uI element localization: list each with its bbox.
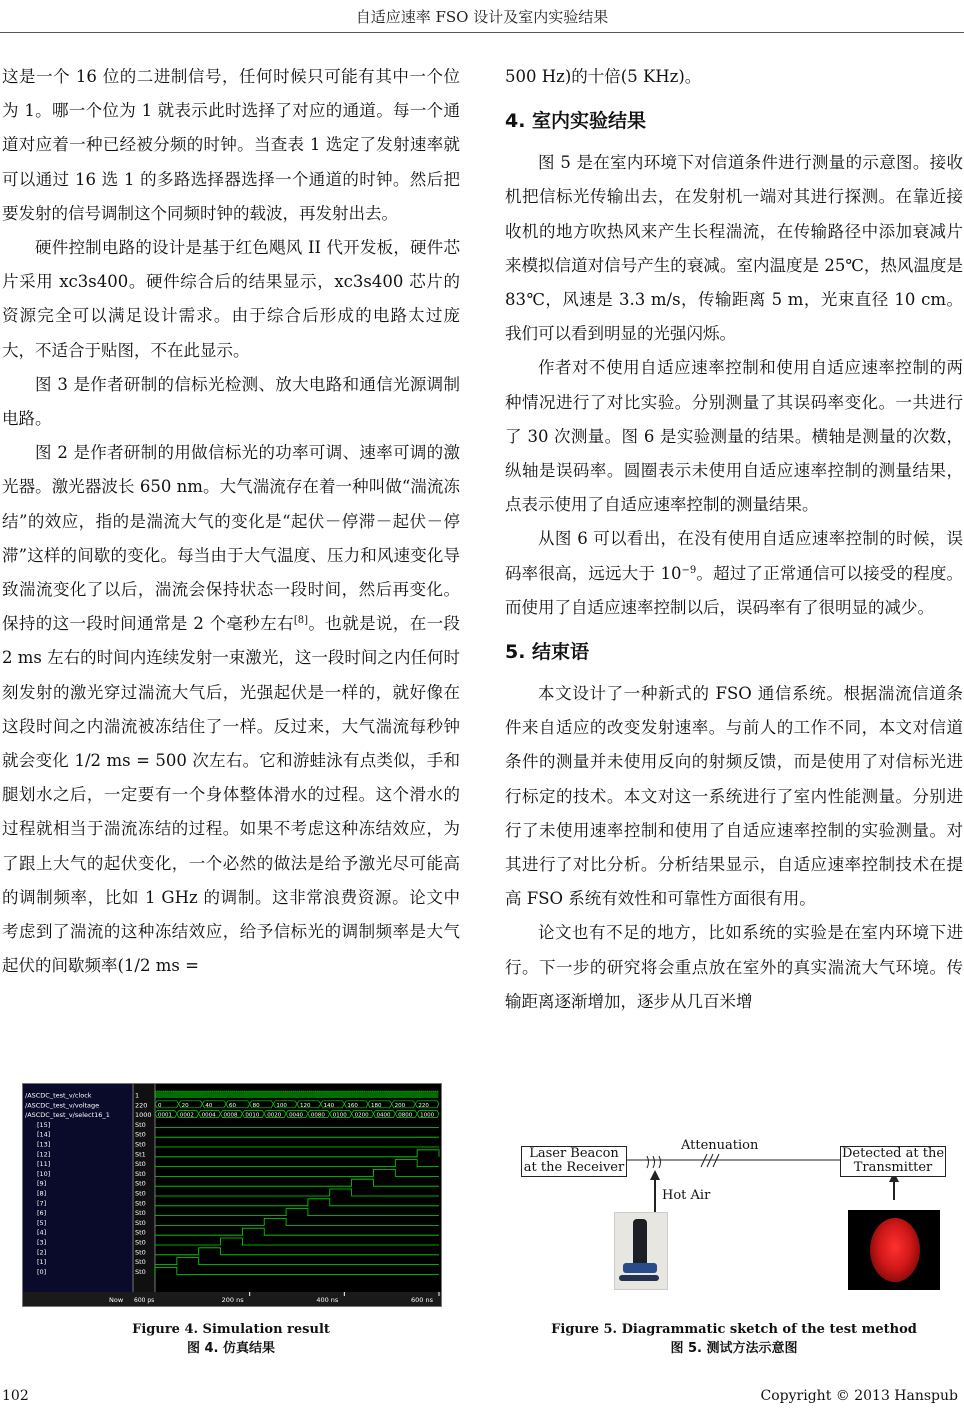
- select-bus-label: 0002: [179, 1112, 194, 1119]
- header-rule: [0, 32, 964, 33]
- voltage-bus-label: 160: [347, 1102, 358, 1109]
- signal-name: [10]: [37, 1169, 51, 1178]
- test-method-diagram: [515, 1140, 955, 1310]
- signal-value: St1: [135, 1150, 146, 1159]
- signal-value: St0: [135, 1199, 146, 1208]
- bit-waveform: [155, 1238, 439, 1245]
- signal-value: 1000: [135, 1111, 152, 1120]
- hot-air-gun-photo: [614, 1212, 668, 1290]
- simulation-waveform-figure: [22, 1083, 442, 1307]
- voltage-bus-label: 60: [229, 1102, 236, 1109]
- signal-value: St0: [135, 1140, 146, 1149]
- select-bus-label: 1000: [420, 1112, 435, 1119]
- bit-waveform: [155, 1209, 439, 1216]
- signal-value: St0: [135, 1248, 146, 1257]
- select-bus-label: 0020: [267, 1112, 282, 1119]
- now-label: Now: [109, 1296, 124, 1304]
- select-bus-label: 0010: [245, 1112, 260, 1119]
- select-bus-label: 0040: [289, 1112, 304, 1119]
- page-number: 102: [2, 1388, 29, 1404]
- voltage-bus-label: 40: [205, 1102, 213, 1109]
- section-heading-4: 4. 室内实验结果: [505, 110, 647, 133]
- signal-value: St0: [135, 1209, 146, 1218]
- voltage-bus-label: 100: [276, 1102, 287, 1109]
- paragraph: 图 3 是作者研制的信标光检测、放大电路和通信光源调制电路。: [2, 374, 460, 429]
- bit-waveform: [155, 1258, 439, 1265]
- right-column: [505, 60, 963, 1019]
- signal-name: [6]: [37, 1209, 47, 1218]
- signal-value: St0: [135, 1169, 146, 1178]
- bit-waveform: [155, 1169, 439, 1176]
- bit-waveform: [155, 1179, 439, 1186]
- signal-value: St0: [135, 1267, 146, 1276]
- signal-name: [0]: [37, 1267, 47, 1276]
- signal-name: [11]: [37, 1160, 51, 1169]
- signal-value: St0: [135, 1238, 146, 1247]
- signal-name: [12]: [37, 1150, 51, 1159]
- signal-value: St0: [135, 1189, 146, 1198]
- signal-name: /ASCDC_test_v/clock: [25, 1091, 92, 1100]
- time-tick-label: 200 ns: [221, 1296, 244, 1304]
- select-bus-label: 0800: [398, 1112, 413, 1119]
- bit-waveform: [155, 1150, 439, 1157]
- signal-name: [4]: [37, 1228, 47, 1237]
- time-tick-label: 600 ns: [411, 1296, 433, 1304]
- paragraph: 500 Hz)的十倍(5 KHz)。: [505, 67, 702, 86]
- paragraph: [2, 436, 460, 983]
- time-tick-label: 400 ns: [316, 1296, 339, 1304]
- clock-waveform: [155, 1091, 438, 1098]
- superscript: −9: [681, 564, 697, 576]
- voltage-bus-label: 120: [300, 1102, 311, 1109]
- paragraph: 硬件控制电路的设计是基于红色飓风 II 代开发板，硬件芯片采用 xc3s400。硬件综合后的结果显示，xc3s400 芯片的资源完全可以满足设计需求。由于综合后形成的电路太过庞大，不适合于贴图，不在此显示。: [2, 238, 460, 360]
- select-bus-label: 0004: [201, 1112, 216, 1119]
- signal-value: St0: [135, 1160, 146, 1169]
- voltage-bus-label: 0: [158, 1102, 162, 1109]
- paragraph: 论文也有不足的地方，比如系统的实验是在室内环境下进行。下一步的研究将会重点放在室外的真实湍流大气环境。传输距离逐渐增加，逐步从几百米增: [505, 923, 963, 1011]
- figure4-caption-cn: 图 4. 仿真结果: [186, 1341, 276, 1356]
- signal-value: St0: [135, 1130, 146, 1139]
- hot-air-label: Hot Air: [662, 1188, 711, 1203]
- signal-name: [8]: [37, 1189, 47, 1198]
- bit-waveform: [155, 1267, 439, 1274]
- bit-waveform: [155, 1228, 439, 1235]
- voltage-bus-label: 20: [181, 1102, 189, 1109]
- section-heading-5: 5. 结束语: [505, 641, 590, 664]
- signal-value: St0: [135, 1258, 146, 1267]
- figure4-caption: [22, 1320, 440, 1358]
- signal-name: /ASCDC_test_v/select16_1: [25, 1111, 110, 1120]
- signal-name: /ASCDC_test_v/voltage: [25, 1101, 100, 1110]
- left-column: [2, 60, 460, 983]
- now-value: 600 ps: [134, 1297, 155, 1304]
- signal-value: St0: [135, 1218, 146, 1227]
- voltage-bus-label: 220: [418, 1102, 429, 1109]
- signal-name: [14]: [37, 1130, 51, 1139]
- paragraph: [505, 522, 963, 625]
- voltage-bus-label: 180: [371, 1102, 382, 1109]
- detector-box: [840, 1146, 946, 1177]
- paragraph: 这是一个 16 位的二进制信号，任何时候只可能有其中一个位为 1。哪一个位为 1 就表示此时选择了对应的通道。每一个通道对应着一种已经被分频的时钟。当查表 1 选定了发射速率就可以通过 16 选 1 的多路选择器选择一个通道的时钟。然后把要发射的信号调制这个同频时钟的载波，再发射出去。: [2, 67, 460, 223]
- signal-value: St0: [135, 1120, 146, 1129]
- select-bus-label: 0080: [310, 1112, 325, 1119]
- figure5-caption: [505, 1320, 963, 1358]
- bit-waveform: [155, 1160, 439, 1167]
- paragraph: 本文设计了一种新式的 FSO 通信系统。根据湍流信道条件来自适应的改变发射速率。与前人的工作不同，本文对信道条件的测量并未使用反向的射频反馈，而是使用了对信标光进行标定的技术。本文对这一系统进行了室内性能测量。分别进行了未使用速率控制和使用了自适应速率控制的实验测量。对其进行了对比分析。分析结果显示，自适应速率控制技术在提高 FSO 系统有效性和可靠性方面很有用。: [505, 684, 963, 909]
- box-label: at the Receiver: [523, 1160, 625, 1175]
- signal-name: [9]: [37, 1179, 47, 1188]
- bit-waveform: [155, 1199, 439, 1206]
- voltage-bus-label: 80: [252, 1102, 260, 1109]
- laser-spot-photo: [848, 1210, 940, 1290]
- signal-value: St0: [135, 1228, 146, 1237]
- signal-name: [2]: [37, 1248, 47, 1257]
- copyright: Copyright © 2013 Hanspub: [760, 1388, 958, 1404]
- figure5-caption-cn: 图 5. 测试方法示意图: [670, 1341, 798, 1356]
- select-bus-label: 0008: [223, 1112, 238, 1119]
- voltage-bus-label: 140: [323, 1102, 335, 1109]
- citation-ref[interactable]: [8]: [293, 615, 309, 627]
- bit-waveform: [155, 1189, 439, 1196]
- signal-name: [15]: [37, 1120, 51, 1129]
- paragraph-text: 。也就是说，在一段 2 ms 左右的时间内连续发射一束激光，这一段时间之内任何时刻发射的激光穿过湍流大气后，光强起伏是一样的，就好像在这段时间之内湍流被冻结住了一样。反过来，大气湍流每秒钟就会变化 1/2 ms = 500 次左右。它和游蛙泳有点类似，手和腿划水之后，一定要有一个身体整体滑水的过程。这个滑水的过程就相当于湍流冻结的过程。如果不考虑这种冻结效应，为了跟上大气的起伏变化，一个必然的做法是给予激光尽可能高的调制频率，比如 1 GHz 的调制。这非常浪费资源。论文中考虑到了湍流的这种冻结效应，给予信标光的调制频率是大气起伏的间歇频率(1/2 ms =: [2, 614, 460, 976]
- paragraph: 作者对不使用自适应速率控制和使用自适应速率控制的两种情况进行了对比实验。分别测量了其误码率变化。一共进行了 30 次测量。图 6 是实验测量的结果。横轴是测量的次数，纵轴是误码率。圆圈表示未使用自适应速率控制的测量结果，点表示使用了自适应速率控制的测量结果。: [505, 358, 963, 515]
- voltage-bus-label: 200: [394, 1102, 406, 1109]
- bit-waveform: [155, 1248, 439, 1255]
- signal-value: 1: [135, 1091, 140, 1100]
- figure5-caption-en: Figure 5. Diagrammatic sketch of the test method: [551, 1322, 917, 1337]
- paragraph-text: 从图 6 可以看出，在没有使用自适应速率控制的时候，误码率很高，远远大于 10: [505, 529, 963, 583]
- signal-name: [3]: [37, 1238, 47, 1247]
- paragraph: 图 5 是在室内环境下对信道条件进行测量的示意图。接收机把信标光传输出去，在发射机一端对其进行探测。在靠近接收机的地方吹热风来产生长程湍流，在传输路径中添加衰减片来模拟信道对信号产生的衰减。室内温度是 25℃，热风温度是 83℃，风速是 3.3 m/s，传输距离 5 m，光束直径 10 cm。我们可以看到明显的光强闪烁。: [505, 153, 963, 344]
- signal-name: [7]: [37, 1199, 47, 1208]
- box-label: Detected at the: [841, 1146, 945, 1161]
- attenuation-label: Attenuation: [681, 1138, 759, 1153]
- laser-beacon-box: [521, 1146, 627, 1177]
- figure4-caption-en: Figure 4. Simulation result: [132, 1322, 330, 1337]
- signal-name: [13]: [37, 1140, 51, 1149]
- waveform-svg: [23, 1084, 441, 1306]
- box-label: Transmitter: [853, 1160, 933, 1175]
- signal-value: St0: [135, 1179, 146, 1188]
- bit-waveform: [155, 1218, 439, 1225]
- signal-name: [5]: [37, 1218, 47, 1227]
- paragraph-text: 。超过了正常通信可以接受的程度。而使用了自适应速率控制以后，误码率有了很明显的减少。: [505, 563, 964, 617]
- signal-value: 220: [135, 1101, 148, 1110]
- select-bus-label: 0001: [158, 1112, 172, 1119]
- select-bus-label: 0200: [354, 1112, 369, 1119]
- signal-name: [1]: [37, 1258, 47, 1267]
- running-title: 自适应速率 FSO 设计及室内实验结果: [355, 8, 609, 26]
- box-label: Laser Beacon: [529, 1146, 619, 1161]
- select-bus-label: 0100: [332, 1112, 347, 1119]
- select-bus-label: 0400: [376, 1112, 391, 1119]
- paragraph-text: 图 2 是作者研制的用做信标光的功率可调、速率可调的激光器。激光器波长 650 nm。大气湍流存在着一种叫做“湍流冻结”的效应，指的是湍流大气的变化是“起伏－停滞－起伏－停滞”这样的间歇的变化。每当由于大气温度、压力和风速变化导致湍流变化了以后，湍流会保持状态一段时间，然后再变化。保持的这一段时间通常是 2 个毫秒左右: [2, 443, 460, 634]
